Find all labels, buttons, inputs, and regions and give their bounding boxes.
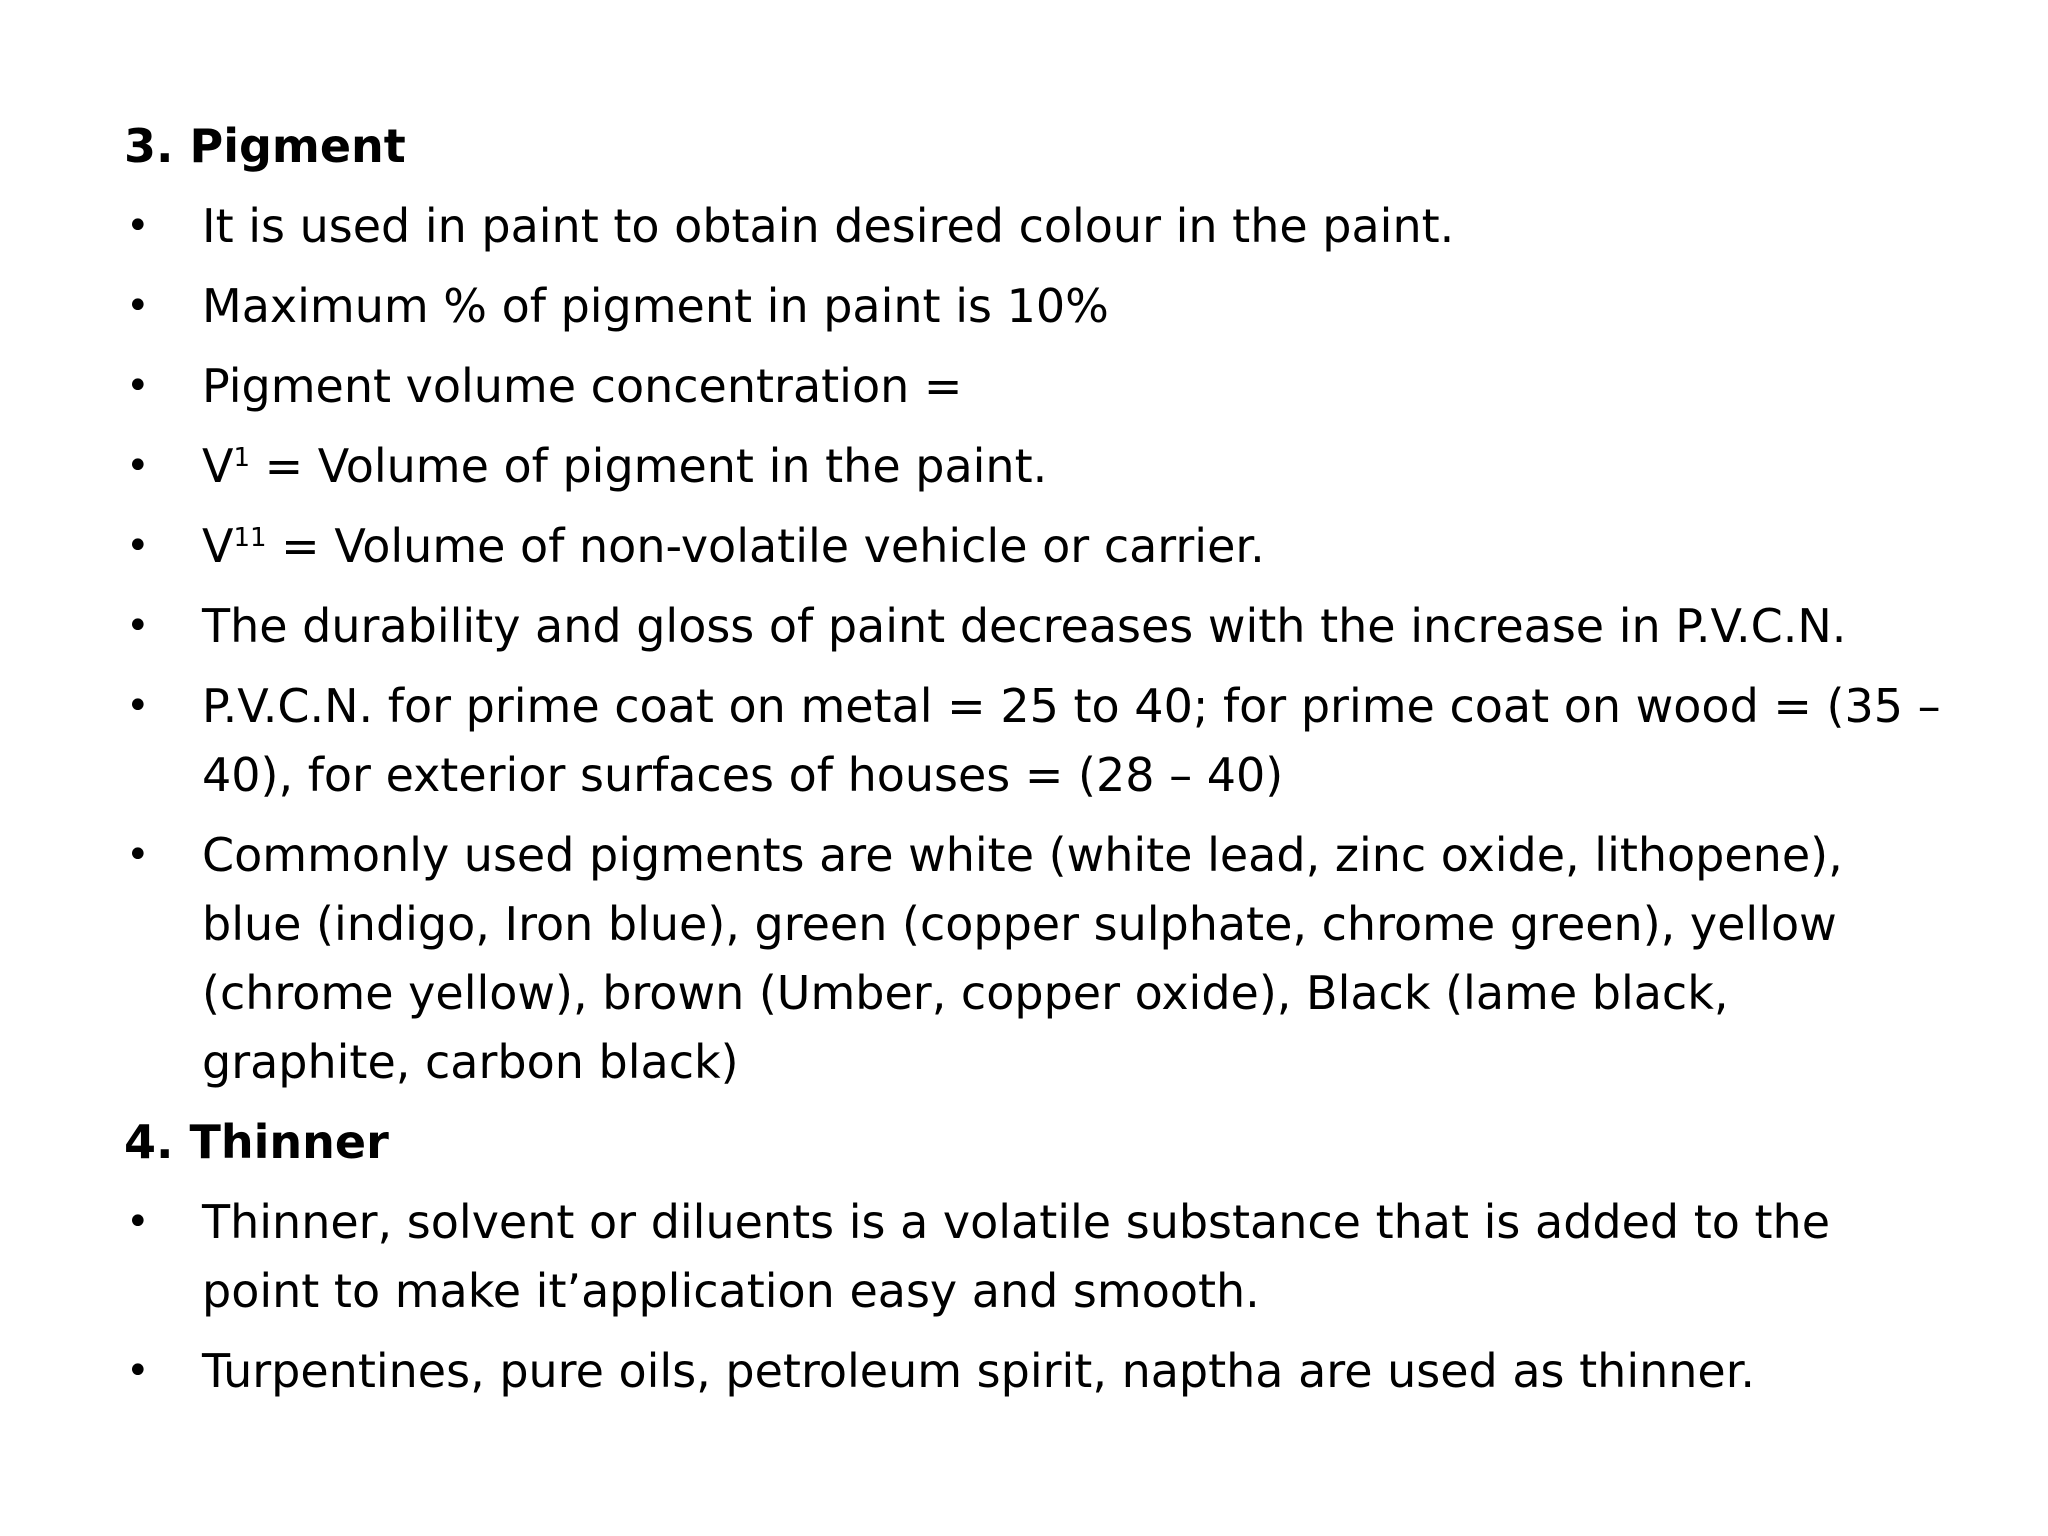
bullet-icon: • xyxy=(126,1348,150,1394)
bullet-item xyxy=(124,192,1944,261)
bullet-item xyxy=(124,592,1944,661)
bullet-icon: • xyxy=(126,1199,150,1245)
bullet-item xyxy=(124,821,1944,1097)
bullet-item-v11 xyxy=(124,512,1944,581)
bullet-icon: • xyxy=(126,683,150,729)
definition-v11: = Volume of non-volatile vehicle or carrier. xyxy=(266,519,1265,573)
bullet-text: Commonly used pigments are white (white lead, zinc oxide, lithopene), blue (indigo, Iron blue), green (copper sulphate, chrome green), yellow (chrome yellow), brown (Umber, copper oxide), Black (lame black, graphite, carbon black) xyxy=(202,828,1843,1089)
bullet-text: Maximum % of pigment in paint is 10% xyxy=(202,279,1109,333)
bullet-text: Turpentines, pure oils, petroleum spirit, naptha are used as thinner. xyxy=(202,1344,1756,1398)
variable-v1: V xyxy=(202,439,234,493)
bullet-icon: • xyxy=(126,363,150,409)
bullet-text: P.V.C.N. for prime coat on metal = 25 to 40; for prime coat on wood = (35 – 40), for exterior surfaces of houses = (28 – 40) xyxy=(202,679,1941,802)
bullet-icon: • xyxy=(126,443,150,489)
bullet-item xyxy=(124,272,1944,341)
bullet-item xyxy=(124,1188,1944,1326)
definition-v1: = Volume of pigment in the paint. xyxy=(250,439,1048,493)
bullet-icon: • xyxy=(126,283,150,329)
bullet-text: The durability and gloss of paint decreases with the increase in P.V.C.N. xyxy=(202,599,1847,653)
heading-pigment: 3. Pigment xyxy=(124,119,406,173)
bullet-item xyxy=(124,1337,1944,1406)
bullet-text: It is used in paint to obtain desired colour in the paint. xyxy=(202,199,1455,253)
bullet-icon: • xyxy=(126,203,150,249)
bullet-icon: • xyxy=(126,523,150,569)
variable-v11: V xyxy=(202,519,234,573)
bullet-text: Thinner, solvent or diluents is a volatile substance that is added to the point to make it’application easy and smooth. xyxy=(202,1195,1831,1318)
slide-content xyxy=(124,112,1944,1417)
bullet-item-v1 xyxy=(124,432,1944,501)
bullet-item xyxy=(124,672,1944,810)
bullet-icon: • xyxy=(126,832,150,878)
bullet-item xyxy=(124,352,1944,421)
heading-thinner: 4. Thinner xyxy=(124,1115,389,1169)
bullet-icon: • xyxy=(126,603,150,649)
bullet-text: Pigment volume concentration = xyxy=(202,359,963,413)
superscript-1: 1 xyxy=(233,443,251,473)
superscript-11: 11 xyxy=(233,523,267,553)
